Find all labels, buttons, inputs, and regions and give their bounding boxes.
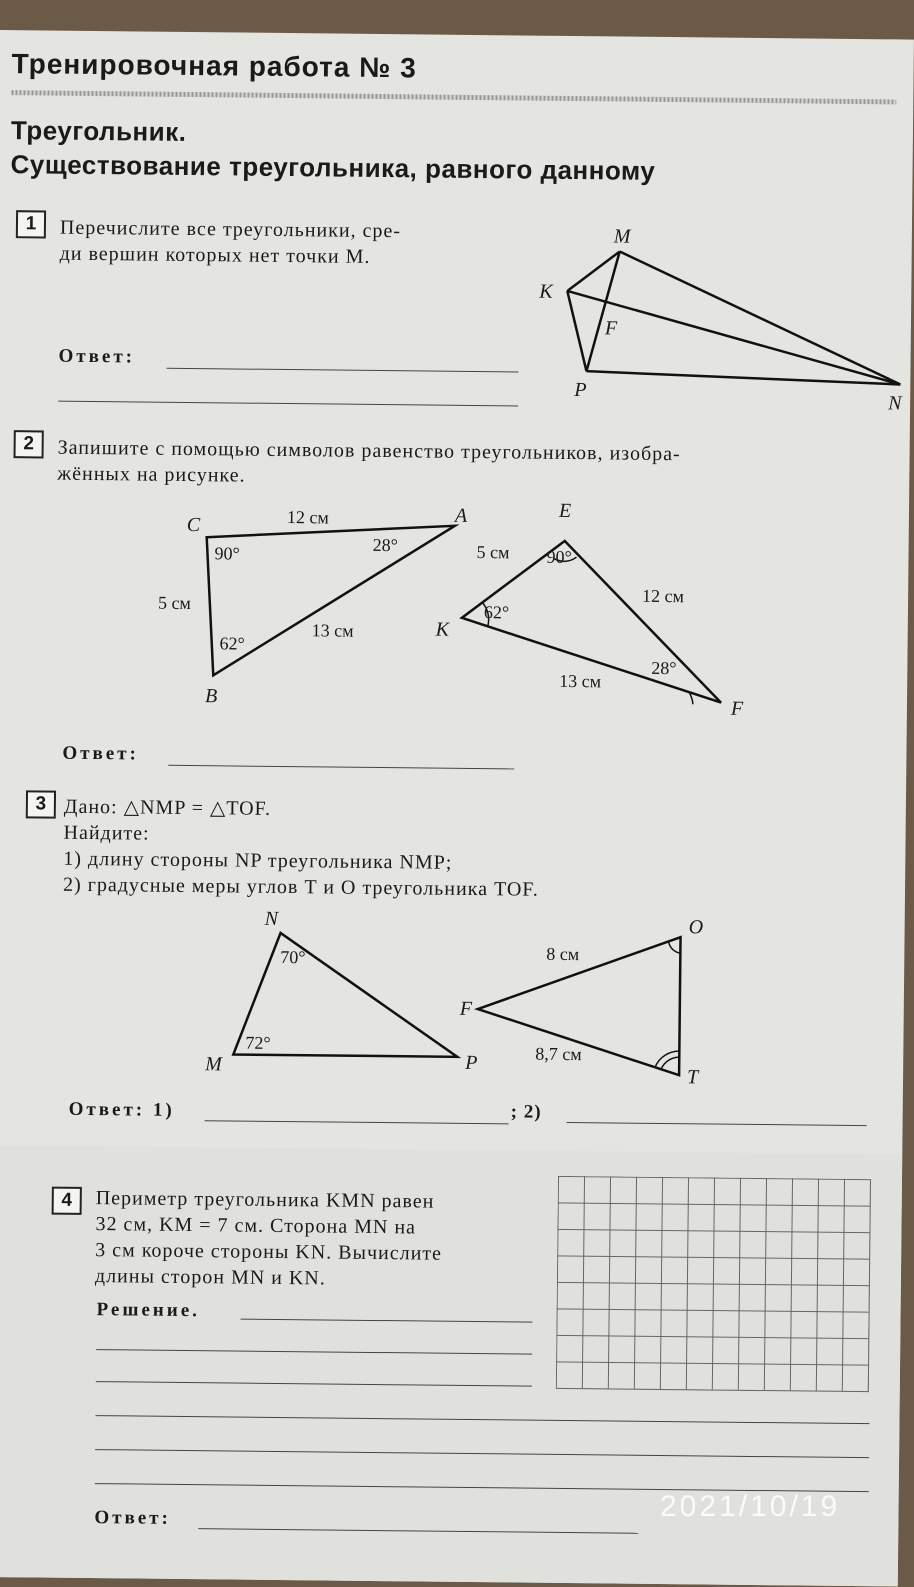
side-CA-length: 12 см bbox=[286, 507, 329, 528]
task-2-text-line1: Запишите с помощью символов равенство треугольников, изобра- bbox=[57, 436, 681, 466]
task-1-figure bbox=[526, 216, 912, 420]
task-2-text-line2: жённых на рисунке. bbox=[57, 462, 246, 487]
topic-line-2: Существование треугольника, равного данному bbox=[10, 149, 656, 186]
angle-O-arc bbox=[668, 941, 680, 953]
segment-MK bbox=[567, 251, 619, 292]
label-N: N bbox=[888, 392, 902, 415]
task-4-solution-label: Решение. bbox=[96, 1299, 201, 1322]
task-1-answer-label: Ответ: bbox=[58, 345, 136, 368]
angle-N-value: 70° bbox=[280, 946, 306, 968]
label-F: F bbox=[604, 317, 618, 340]
topic-line-1: Треугольник. bbox=[10, 115, 187, 147]
task-2-number: 2 bbox=[14, 430, 44, 458]
label-F3: F bbox=[459, 997, 473, 1020]
task-1-answer-line-2[interactable] bbox=[58, 401, 518, 407]
label-P: P bbox=[574, 379, 587, 402]
side-KF-length: 13 см bbox=[559, 670, 602, 692]
task-4-text-line2: 32 см, KM = 7 см. Сторона MN на bbox=[95, 1213, 417, 1239]
answer-grid[interactable] bbox=[556, 1176, 871, 1392]
label-N3: N bbox=[264, 907, 279, 930]
task-3-answer-separator: ; 2) bbox=[510, 1101, 542, 1123]
label-M3: M bbox=[205, 1053, 222, 1076]
angle-A-value: 28° bbox=[372, 534, 398, 556]
angle-T-arc-2 bbox=[661, 1057, 679, 1069]
angle-B-value: 62° bbox=[219, 633, 245, 654]
task-3-number: 3 bbox=[26, 790, 56, 818]
task-3-answer-line-2[interactable] bbox=[567, 1122, 867, 1126]
task-3-figure bbox=[189, 894, 751, 1090]
label-K2: K bbox=[435, 618, 450, 641]
task-4-text-line3: 3 см короче стороны KN. Вычислите bbox=[95, 1239, 443, 1265]
task-4-text-line1: Периметр треугольника KMN равен bbox=[95, 1187, 435, 1213]
side-EK-length: 5 см bbox=[476, 542, 510, 563]
task-1-text-line1: Перечислите все треугольники, сре- bbox=[59, 216, 402, 243]
task-2-answer-line[interactable] bbox=[168, 765, 514, 770]
task-4-answer-label: Ответ: bbox=[94, 1507, 172, 1529]
segment-PN bbox=[586, 371, 900, 384]
task-1-text-line2: ди вершин которых нет точки M. bbox=[59, 242, 371, 268]
task-3-item1: 1) длину стороны NP треугольника NMP; bbox=[63, 847, 453, 874]
side-FO-length: 8 см bbox=[546, 943, 580, 965]
label-O: O bbox=[688, 916, 704, 939]
page-title: Тренировочная работа № 3 bbox=[11, 48, 417, 84]
label-B: B bbox=[204, 685, 218, 708]
label-A: A bbox=[454, 504, 468, 527]
label-C: C bbox=[186, 513, 201, 537]
label-K: K bbox=[539, 280, 553, 303]
side-AB-length: 13 см bbox=[311, 620, 354, 641]
side-CB-length: 5 см bbox=[157, 592, 192, 614]
angle-T-arc-1 bbox=[655, 1051, 679, 1067]
label-T: T bbox=[686, 1066, 699, 1089]
label-P3: P bbox=[465, 1051, 478, 1075]
task-3-answer-label: Ответ: 1) bbox=[68, 1098, 175, 1121]
angle-E-value: 90° bbox=[546, 546, 572, 568]
triangle-CAB bbox=[205, 523, 455, 678]
segment-KP bbox=[566, 291, 587, 371]
task-4-text-line4: длины сторон MN и KN. bbox=[94, 1265, 326, 1290]
task-3-answer-line-1[interactable] bbox=[205, 1120, 509, 1124]
task-1-number: 1 bbox=[16, 210, 46, 238]
label-E: E bbox=[558, 499, 572, 523]
task-3-item2: 2) градусные меры углов T и O треугольника TOF. bbox=[62, 873, 539, 901]
date-stamp: 2021/10/19 bbox=[660, 1490, 841, 1523]
task-4-number: 4 bbox=[52, 1187, 82, 1215]
task-3-find: Найдите: bbox=[63, 821, 150, 845]
angle-K-value: 62° bbox=[483, 602, 510, 623]
segment-MP bbox=[586, 251, 619, 371]
title-divider bbox=[11, 90, 896, 104]
angle-M-value: 72° bbox=[245, 1032, 271, 1053]
side-EF-length: 12 см bbox=[642, 585, 685, 607]
task-1-answer-line-1[interactable] bbox=[166, 368, 518, 373]
task-3-given: Дано: △NMP = △TOF. bbox=[63, 795, 272, 820]
label-F2: F bbox=[730, 697, 744, 720]
angle-F-value: 28° bbox=[651, 657, 677, 679]
worksheet-page bbox=[0, 30, 914, 1586]
side-FT-length: 8,7 см bbox=[535, 1043, 582, 1065]
angle-C-value: 90° bbox=[214, 543, 240, 564]
task-2-figure bbox=[143, 497, 785, 724]
task-2-answer-label: Ответ: bbox=[62, 742, 140, 765]
label-M: M bbox=[613, 225, 631, 248]
